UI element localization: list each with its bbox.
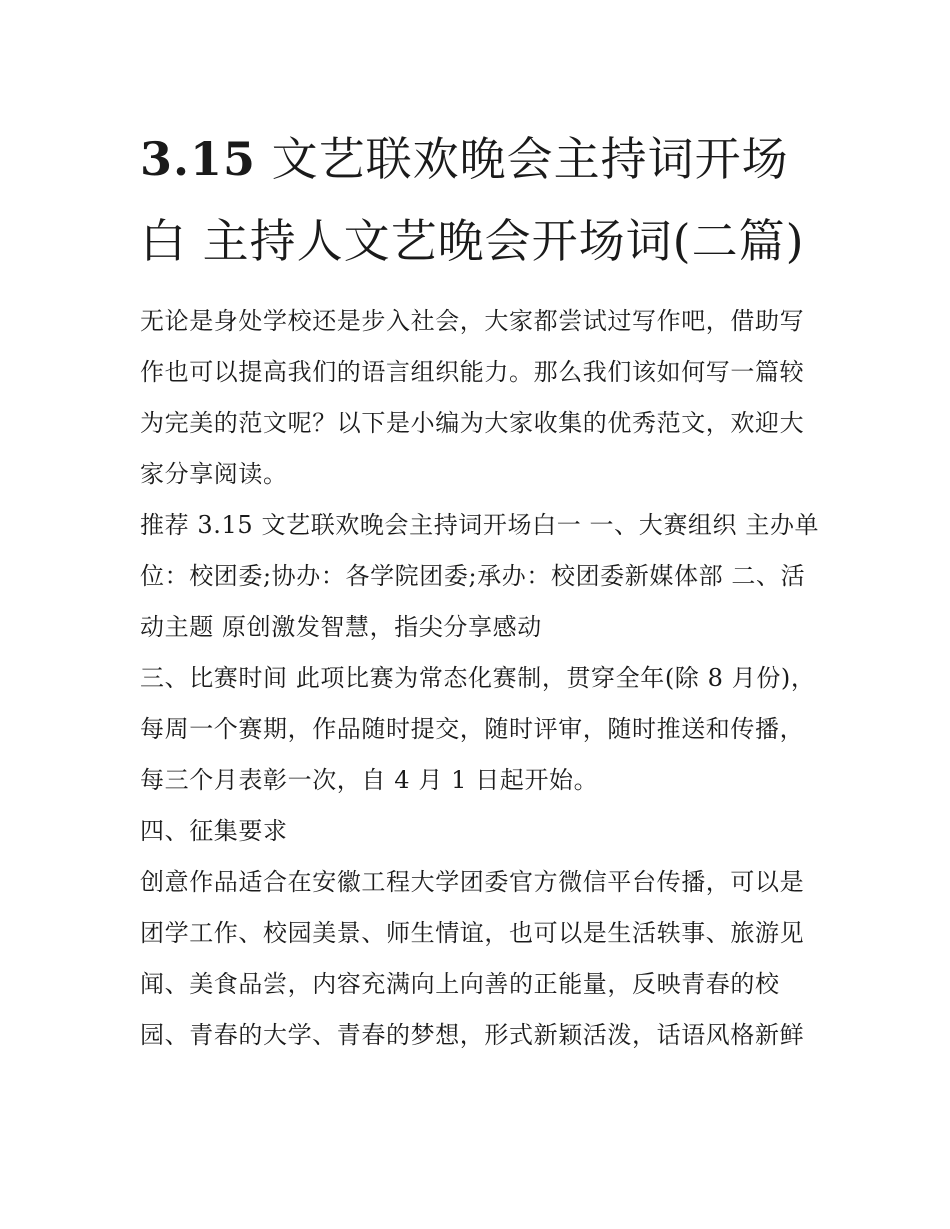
paragraph-requirements-body: 创意作品适合在安徽工程大学团委官方微信平台传播，可以是团学工作、校园美景、师生情谊，也可以是生活轶事、旅游见闻、美食品尝，内容充满向上向善的正能量，反映青春的校园、青春的大学、青春的梦想，形式新颖活泼，话语风格新鲜	[140, 868, 805, 1049]
paragraph-intro: 无论是身处学校还是步入社会，大家都尝试过写作吧，借助写作也可以提高我们的语言组织能力。那么我们该如何写一篇较为完美的范文呢？以下是小编为大家收集的优秀范文，欢迎大家分享阅读。	[140, 307, 805, 488]
paragraph-organization: 推荐 3.15 文艺联欢晚会主持词开场白一 一、大赛组织 主办单位：校团委;协办：各学院团委;承办：校团委新媒体部 二、活动主题 原创激发智慧，指尖分享感动	[140, 511, 820, 641]
document-title	[140, 118, 820, 282]
paragraph-schedule: 三、比赛时间 此项比赛为常态化赛制，贯穿全年(除 8 月份)，每周一个赛期，作品随时提交，随时评审，随时推送和传播，每三个月表彰一次，自 4 月 1 日起开始。	[140, 664, 816, 794]
title-number: 3.15	[140, 132, 257, 186]
document-page	[140, 118, 820, 1061]
title-text: 文艺联欢晚会主持词开场白 主持人文艺晚会开场词(二篇)	[140, 132, 805, 268]
paragraph-requirements-heading: 四、征集要求	[140, 817, 288, 845]
